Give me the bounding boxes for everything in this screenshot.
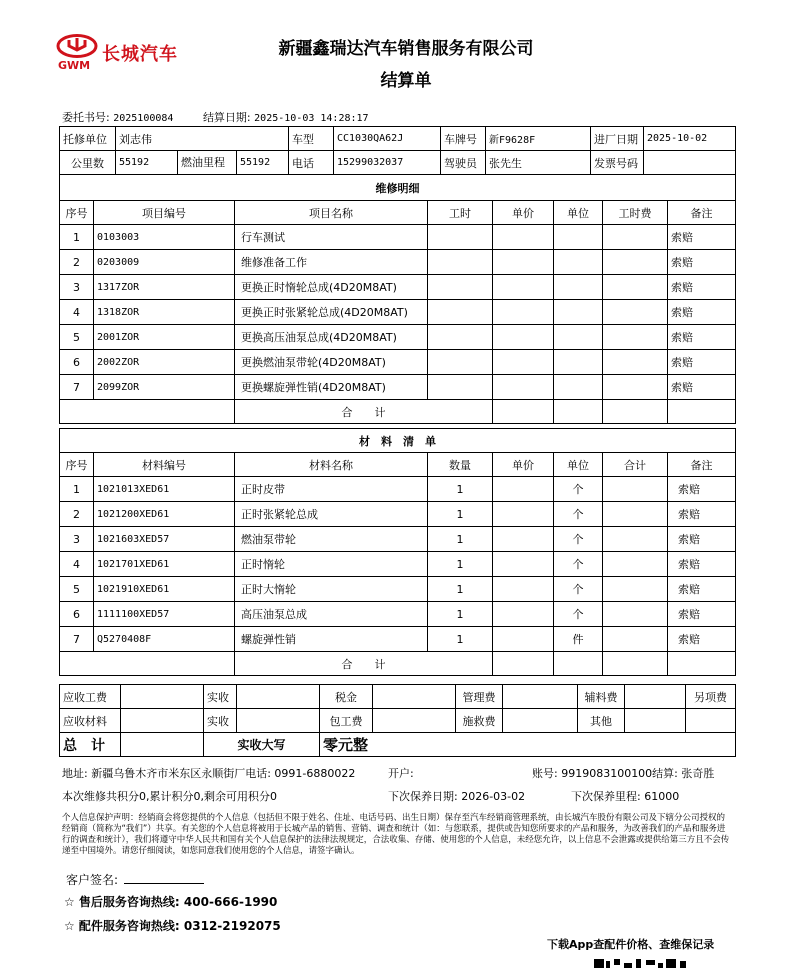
column-header: 序号 <box>60 201 94 225</box>
total-spacer <box>60 400 235 424</box>
actual2-label: 实收 <box>204 709 237 733</box>
quantity: 1 <box>428 602 493 627</box>
column-header: 序号 <box>60 453 94 477</box>
remark: 索赔 <box>668 300 736 325</box>
rescue-value <box>503 709 578 733</box>
plate-value: 新F9628F <box>486 127 591 151</box>
remark: 索赔 <box>668 350 736 375</box>
unit <box>554 250 603 275</box>
item-name: 高压油泵总成 <box>235 602 428 627</box>
unit: 个 <box>554 552 603 577</box>
package-label: 包工费 <box>320 709 373 733</box>
column-header: 工时 <box>428 201 493 225</box>
item-name: 正时张紧轮总成 <box>235 502 428 527</box>
item-code: 1021910XED61 <box>94 577 235 602</box>
line-total <box>603 527 668 552</box>
column-header: 数量 <box>428 453 493 477</box>
unit-price <box>493 225 554 250</box>
order-number: 2025100084 <box>113 113 174 124</box>
quantity: 1 <box>428 627 493 652</box>
total-price <box>493 400 554 424</box>
unit-price <box>493 477 554 502</box>
line-total <box>603 627 668 652</box>
item-code: 1021603XED57 <box>94 527 235 552</box>
rescue-label: 施救费 <box>456 709 503 733</box>
row-number: 1 <box>60 477 94 502</box>
column-header: 项目编号 <box>94 201 235 225</box>
row-number: 4 <box>60 300 94 325</box>
material-section-title: 材 料 清 单 <box>60 429 736 453</box>
address-line: 地址: 新疆乌鲁木齐市米东区永顺街厂电话: 0991-6880022 <box>62 767 356 780</box>
item-name: 燃油泵带轮 <box>235 527 428 552</box>
item-code: 0203009 <box>94 250 235 275</box>
quantity: 1 <box>428 502 493 527</box>
misc-extra <box>686 709 736 733</box>
total-amount <box>603 652 668 676</box>
item-name: 更换正时张紧轮总成(4D20M8AT) <box>235 300 428 325</box>
gwm-label: GWM <box>58 59 91 72</box>
unit <box>554 325 603 350</box>
item-code: 1021013XED61 <box>94 477 235 502</box>
quantity: 1 <box>428 552 493 577</box>
unit-price <box>493 602 554 627</box>
aux-value <box>625 685 686 709</box>
next-service-date: 下次保养日期: 2026-03-02 <box>388 790 526 803</box>
item-name: 行车测试 <box>235 225 428 250</box>
phone-label: 电话 <box>289 151 334 175</box>
row-number: 7 <box>60 375 94 400</box>
item-code: 1318ZOR <box>94 300 235 325</box>
privacy-statement: 个人信息保护声明：经销商会将您提供的个人信息（包括但不限于姓名、住址、电话号码、出生日期）保存至汽车经销商管理系统，由长城汽车股份有限公司及下辖分公司授权的经销商（简称为“我们”）共享。有关您的个人信息将被用于长城产品的销售、营销、调查和统计（如：与您联系，提供或告知您所要求的产品和服务，为改善我们的产品和服务进行的调查和统计），我们将遵守中华人民共和国有关个人信息保护的法律法规规定，合法收集、存储、使用您的个人信息，未经您允许，以上信息不会泄露或提供给第三方且不会传递至中国境外。请您仔细阅读，如您同意我们使用您的个人信息，请签字确认。 <box>62 813 730 856</box>
column-header: 单位 <box>554 453 603 477</box>
driver-label: 驾驶员 <box>441 151 486 175</box>
unit-price <box>493 577 554 602</box>
labor-fee <box>603 325 668 350</box>
misc-value <box>625 709 686 733</box>
total-label: 总 计 <box>60 733 121 757</box>
next-service-mileage: 下次保养里程: 61000 <box>571 790 680 803</box>
column-header: 单价 <box>493 201 554 225</box>
column-header: 工时费 <box>603 201 668 225</box>
unit-price <box>493 275 554 300</box>
total-spacer <box>60 652 235 676</box>
labor-hours <box>428 275 493 300</box>
unit-price <box>493 375 554 400</box>
labor-fee <box>603 375 668 400</box>
column-header: 材料名称 <box>235 453 428 477</box>
quantity: 1 <box>428 577 493 602</box>
item-name: 更换高压油泵总成(4D20M8AT) <box>235 325 428 350</box>
other-label: 另项费 <box>686 685 736 709</box>
mgmt-value <box>503 685 578 709</box>
row-number: 3 <box>60 275 94 300</box>
labor-fee <box>603 300 668 325</box>
row-number: 2 <box>60 502 94 527</box>
mileage-value: 55192 <box>116 151 178 174</box>
entry-value: 2025-10-02 <box>644 127 736 151</box>
company-name: 新疆鑫瑞达汽车销售服务有限公司 <box>278 39 534 59</box>
unit: 个 <box>554 602 603 627</box>
unit: 个 <box>554 577 603 602</box>
column-header: 项目名称 <box>235 201 428 225</box>
row-number: 3 <box>60 527 94 552</box>
column-header: 备注 <box>668 453 736 477</box>
unit: 个 <box>554 502 603 527</box>
remark: 索赔 <box>668 527 736 552</box>
item-code: 2001ZOR <box>94 325 235 350</box>
bank-label: 开户: <box>388 767 414 780</box>
row-number: 1 <box>60 225 94 250</box>
item-code: 1317ZOR <box>94 275 235 300</box>
client-value: 刘志伟 <box>116 127 289 151</box>
table-row <box>60 602 736 627</box>
tax-value <box>373 685 456 709</box>
quantity: 1 <box>428 477 493 502</box>
row-number: 2 <box>60 250 94 275</box>
total-remark <box>668 400 736 424</box>
receivable-labor-label: 应收工费 <box>60 685 121 709</box>
row-number: 5 <box>60 577 94 602</box>
mgmt-label: 管理费 <box>456 685 503 709</box>
brand-name: 长城汽车 <box>102 44 178 65</box>
labor-hours <box>428 325 493 350</box>
item-name: 正时大惰轮 <box>235 577 428 602</box>
fees-table <box>59 684 736 757</box>
line-total <box>603 602 668 627</box>
remark: 索赔 <box>668 477 736 502</box>
row-number: 6 <box>60 350 94 375</box>
total-unit <box>554 400 603 424</box>
fuel-value: 55192 <box>240 157 271 168</box>
quantity: 1 <box>428 527 493 552</box>
unit <box>554 350 603 375</box>
item-code: 2002ZOR <box>94 350 235 375</box>
labor-fee <box>603 225 668 250</box>
receivable-labor-value <box>121 685 204 709</box>
item-name: 更换燃油泵带轮(4D20M8AT) <box>235 350 428 375</box>
table-row <box>60 300 736 325</box>
unit: 个 <box>554 527 603 552</box>
repair-detail-table <box>59 174 736 424</box>
total-label: 合 计 <box>235 652 493 676</box>
labor-fee <box>603 250 668 275</box>
unit-price <box>493 250 554 275</box>
actual1-value <box>237 685 320 709</box>
remark: 索赔 <box>668 602 736 627</box>
labor-hours <box>428 300 493 325</box>
client-label: 托修单位 <box>60 127 116 151</box>
remark: 索赔 <box>668 225 736 250</box>
line-total <box>603 477 668 502</box>
qr-code-icon <box>594 955 690 968</box>
settle-date: 2025-10-03 14:28:17 <box>254 113 369 124</box>
row-number: 7 <box>60 627 94 652</box>
item-code: Q5270408F <box>94 627 235 652</box>
row-number: 5 <box>60 325 94 350</box>
labor-fee <box>603 350 668 375</box>
parts-hotline: ☆ 配件服务咨询热线: 0312-2192075 <box>64 919 281 933</box>
line-total <box>603 502 668 527</box>
total-price <box>493 652 554 676</box>
table-row <box>60 350 736 375</box>
labor-hours <box>428 225 493 250</box>
remark: 索赔 <box>668 325 736 350</box>
table-row <box>60 552 736 577</box>
column-header: 合计 <box>603 453 668 477</box>
signature-label: 客户签名: <box>66 873 119 887</box>
phone-value: 15299032037 <box>334 151 441 175</box>
table-row <box>60 577 736 602</box>
table-row <box>60 325 736 350</box>
row-number: 6 <box>60 602 94 627</box>
row-number: 4 <box>60 552 94 577</box>
entry-label: 进厂日期 <box>591 127 644 151</box>
labor-hours <box>428 350 493 375</box>
table-row <box>60 477 736 502</box>
unit: 件 <box>554 627 603 652</box>
line-total <box>603 552 668 577</box>
line-total <box>603 577 668 602</box>
receivable-mat-label: 应收材料 <box>60 709 121 733</box>
plate-label: 车牌号 <box>441 127 486 151</box>
fuel-label: 燃油里程 <box>178 151 237 174</box>
remark: 索赔 <box>668 552 736 577</box>
invoice-value <box>644 151 736 175</box>
table-row <box>60 627 736 652</box>
mileage-fuel-cell <box>116 151 289 175</box>
unit-price <box>493 552 554 577</box>
item-code: 1111100XED57 <box>94 602 235 627</box>
tax-label: 税金 <box>320 685 373 709</box>
model-value: CC1030QA62J <box>334 127 441 151</box>
table-row <box>60 250 736 275</box>
app-download-text: 下载App查配件价格、查维保记录 <box>547 938 715 951</box>
labor-hours <box>428 375 493 400</box>
remark: 索赔 <box>668 250 736 275</box>
remark: 索赔 <box>668 375 736 400</box>
labor-fee <box>603 275 668 300</box>
unit-price <box>493 502 554 527</box>
vehicle-info-table <box>59 126 736 175</box>
item-name: 正时惰轮 <box>235 552 428 577</box>
package-value <box>373 709 456 733</box>
item-code: 2099ZOR <box>94 375 235 400</box>
table-row <box>60 225 736 250</box>
settle-label: 结算日期: <box>202 111 251 124</box>
total-remark <box>668 652 736 676</box>
column-header: 单价 <box>493 453 554 477</box>
unit <box>554 300 603 325</box>
item-name: 更换螺旋弹性销(4D20M8AT) <box>235 375 428 400</box>
table-row <box>60 527 736 552</box>
account-line: 账号: 9919083100100结算: 张奇胜 <box>532 767 715 780</box>
mileage-label: 公里数 <box>60 151 116 175</box>
table-row <box>60 275 736 300</box>
item-code: 0103003 <box>94 225 235 250</box>
remark: 索赔 <box>668 627 736 652</box>
total-row <box>60 652 736 676</box>
order-meta <box>62 109 369 125</box>
material-list-table <box>59 428 736 676</box>
actual2-value <box>237 709 320 733</box>
unit <box>554 275 603 300</box>
model-label: 车型 <box>289 127 334 151</box>
labor-hours <box>428 250 493 275</box>
total-unit <box>554 652 603 676</box>
unit <box>554 225 603 250</box>
unit: 个 <box>554 477 603 502</box>
order-label: 委托书号: <box>62 111 110 124</box>
invoice-label: 发票号码 <box>591 151 644 175</box>
column-header: 备注 <box>668 201 736 225</box>
item-code: 1021701XED61 <box>94 552 235 577</box>
column-header: 材料编号 <box>94 453 235 477</box>
unit-price <box>493 627 554 652</box>
unit <box>554 375 603 400</box>
column-header: 单位 <box>554 201 603 225</box>
item-name: 维修准备工作 <box>235 250 428 275</box>
misc-label: 其他 <box>578 709 625 733</box>
remark: 索赔 <box>668 577 736 602</box>
actual-caps-value: 零元整 <box>320 733 736 757</box>
total-label: 合 计 <box>235 400 493 424</box>
actual1-label: 实收 <box>204 685 237 709</box>
item-name: 螺旋弹性销 <box>235 627 428 652</box>
repair-section-title: 维修明细 <box>60 175 736 201</box>
unit-price <box>493 325 554 350</box>
aftersales-hotline: ☆ 售后服务咨询热线: 400-666-1990 <box>64 895 278 909</box>
points-line: 本次维修共积分0,累计积分0,剩余可用积分0 <box>62 790 277 803</box>
signature-line[interactable] <box>124 883 204 884</box>
actual-caps-label: 实收大写 <box>204 733 320 757</box>
table-row <box>60 375 736 400</box>
receivable-mat-value <box>121 709 204 733</box>
aux-label: 辅料费 <box>578 685 625 709</box>
unit-price <box>493 350 554 375</box>
total-value <box>121 733 204 757</box>
total-row <box>60 400 736 424</box>
remark: 索赔 <box>668 502 736 527</box>
remark: 索赔 <box>668 275 736 300</box>
total-amount <box>603 400 668 424</box>
unit-price <box>493 527 554 552</box>
table-row <box>60 502 736 527</box>
document-title: 结算单 <box>380 71 432 91</box>
item-name: 正时皮带 <box>235 477 428 502</box>
driver-value: 张先生 <box>486 151 591 175</box>
unit-price <box>493 300 554 325</box>
item-name: 更换正时惰轮总成(4D20M8AT) <box>235 275 428 300</box>
item-code: 1021200XED61 <box>94 502 235 527</box>
